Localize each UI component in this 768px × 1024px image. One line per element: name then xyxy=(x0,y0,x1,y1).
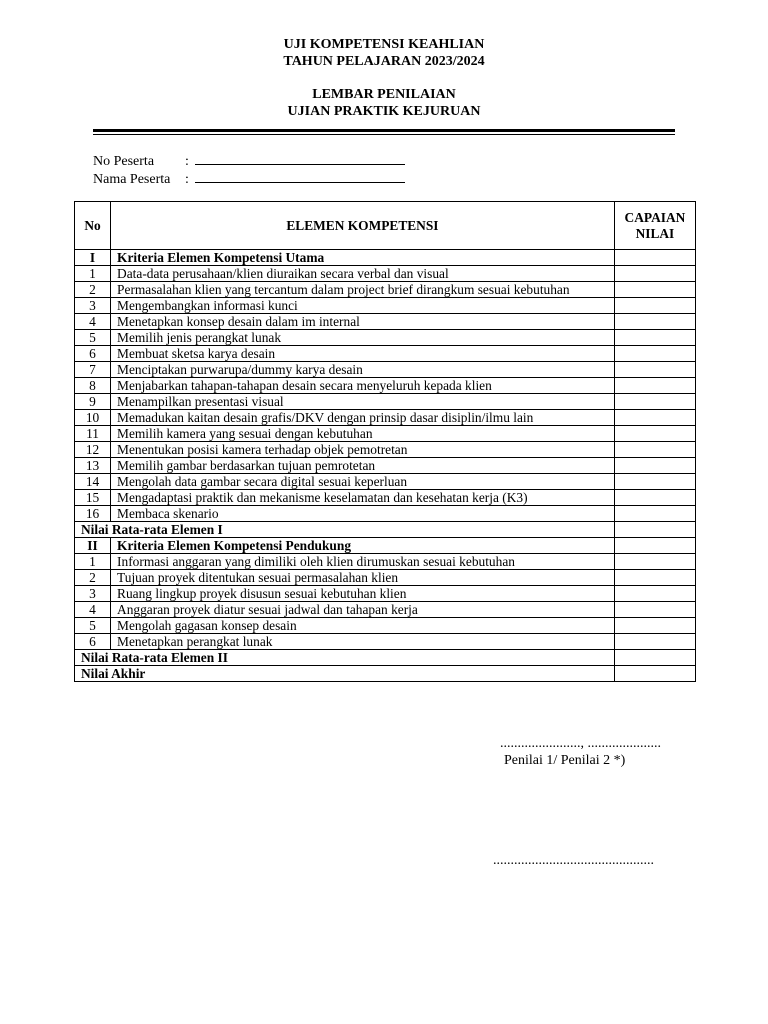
score-cell[interactable] xyxy=(614,346,695,362)
signature-name-line: .............................................. xyxy=(493,853,654,868)
document-title xyxy=(0,36,768,70)
table-row xyxy=(75,394,696,410)
table-row xyxy=(75,442,696,458)
row-no: 6 xyxy=(75,346,111,362)
row-text: Menjabarkan tahapan-tahapan desain secara menyeluruh kepada klien xyxy=(111,378,615,394)
row-text: Mengadaptasi praktik dan mekanisme keselamatan dan kesehatan kerja (K3) xyxy=(111,490,615,506)
score-cell[interactable] xyxy=(614,570,695,586)
table-row xyxy=(75,570,696,586)
row-no: 8 xyxy=(75,378,111,394)
row-no: 10 xyxy=(75,410,111,426)
title-line-4: UJIAN PRAKTIK KEJURUAN xyxy=(287,104,481,119)
row-no: 5 xyxy=(75,330,111,346)
score-cell[interactable] xyxy=(614,362,695,378)
row-no: 13 xyxy=(75,458,111,474)
row-text: Menentukan posisi kamera terhadap objek pemotretan xyxy=(111,442,615,458)
section-1-no: I xyxy=(75,250,111,266)
table-header-row xyxy=(75,202,696,250)
row-no: 11 xyxy=(75,426,111,442)
score-cell[interactable] xyxy=(614,490,695,506)
score-cell[interactable] xyxy=(614,634,695,650)
score-cell[interactable] xyxy=(614,410,695,426)
section-2-summary-row xyxy=(75,650,696,666)
table-row xyxy=(75,362,696,378)
section-2-summary-label: Nilai Rata-rata Elemen II xyxy=(75,650,615,666)
score-cell[interactable] xyxy=(614,602,695,618)
signature-role: Penilai 1/ Penilai 2 *) xyxy=(504,753,626,768)
col-header-capaian xyxy=(614,202,695,250)
section-2-no: II xyxy=(75,538,111,554)
col-header-capaian-text: CAPAIAN NILAI xyxy=(624,209,686,241)
nama-peserta-blank[interactable] xyxy=(195,169,405,183)
row-no: 2 xyxy=(75,570,111,586)
row-text: Menciptakan purwarupa/dummy karya desain xyxy=(111,362,615,378)
score-cell[interactable] xyxy=(614,266,695,282)
row-no: 3 xyxy=(75,586,111,602)
table-row xyxy=(75,426,696,442)
table-row xyxy=(75,298,696,314)
score-cell[interactable] xyxy=(614,314,695,330)
row-no: 3 xyxy=(75,298,111,314)
nama-peserta-label: Nama Peserta xyxy=(93,172,171,187)
score-cell[interactable] xyxy=(614,474,695,490)
section-1-summary-score[interactable] xyxy=(614,522,695,538)
row-text: Tujuan proyek ditentukan sesuai permasalahan klien xyxy=(111,570,615,586)
section-1-title: Kriteria Elemen Kompetensi Utama xyxy=(111,250,615,266)
title-line-1: UJI KOMPETENSI KEAHLIAN xyxy=(283,37,485,52)
score-cell[interactable] xyxy=(614,394,695,410)
row-no: 4 xyxy=(75,314,111,330)
header-rule-thin xyxy=(93,134,675,135)
row-no: 14 xyxy=(75,474,111,490)
table-row xyxy=(75,458,696,474)
section-1-summary-row xyxy=(75,522,696,538)
row-text: Menampilkan presentasi visual xyxy=(111,394,615,410)
section-2-score-cell[interactable] xyxy=(614,538,695,554)
table-row xyxy=(75,346,696,362)
table-row xyxy=(75,266,696,282)
section-2-title: Kriteria Elemen Kompetensi Pendukung xyxy=(111,538,615,554)
table-row xyxy=(75,634,696,650)
score-cell[interactable] xyxy=(614,458,695,474)
table-row xyxy=(75,506,696,522)
nama-peserta-colon: : xyxy=(185,172,189,187)
score-cell[interactable] xyxy=(614,506,695,522)
no-peserta-field xyxy=(93,151,405,170)
score-cell[interactable] xyxy=(614,554,695,570)
row-text: Permasalahan klien yang tercantum dalam project brief dirangkum sesuai kebutuhan xyxy=(111,282,615,298)
final-score-row xyxy=(75,666,696,682)
row-no: 9 xyxy=(75,394,111,410)
no-peserta-colon: : xyxy=(185,154,189,169)
row-no: 12 xyxy=(75,442,111,458)
table-row xyxy=(75,602,696,618)
section-2-summary-score[interactable] xyxy=(614,650,695,666)
signature-place-date: ......................., ..................... xyxy=(500,736,661,751)
row-text: Menetapkan perangkat lunak xyxy=(111,634,615,650)
table-row xyxy=(75,410,696,426)
row-text: Menetapkan konsep desain dalam im internal xyxy=(111,314,615,330)
score-cell[interactable] xyxy=(614,586,695,602)
row-text: Informasi anggaran yang dimiliki oleh klien dirumuskan sesuai kebutuhan xyxy=(111,554,615,570)
table-row xyxy=(75,330,696,346)
row-no: 1 xyxy=(75,266,111,282)
score-cell[interactable] xyxy=(614,378,695,394)
row-text: Data-data perusahaan/klien diuraikan secara verbal dan visual xyxy=(111,266,615,282)
row-text: Memilih gambar berdasarkan tujuan pemrotetan xyxy=(111,458,615,474)
col-header-elemen: ELEMEN KOMPETENSI xyxy=(111,202,615,250)
row-text: Membuat sketsa karya desain xyxy=(111,346,615,362)
table-row xyxy=(75,314,696,330)
row-text: Anggaran proyek diatur sesuai jadwal dan tahapan kerja xyxy=(111,602,615,618)
row-no: 7 xyxy=(75,362,111,378)
row-no: 1 xyxy=(75,554,111,570)
document-subtitle xyxy=(0,86,768,120)
table-row xyxy=(75,554,696,570)
header-rule-thick xyxy=(93,129,675,132)
row-text: Memadukan kaitan desain grafis/DKV dengan prinsip dasar disiplin/ilmu lain xyxy=(111,410,615,426)
nama-peserta-field xyxy=(93,169,405,188)
score-cell[interactable] xyxy=(614,618,695,634)
col-header-no: No xyxy=(75,202,111,250)
section-1-score-cell[interactable] xyxy=(614,250,695,266)
table-row xyxy=(75,586,696,602)
table-body xyxy=(75,250,696,682)
score-cell[interactable] xyxy=(614,442,695,458)
no-peserta-label: No Peserta xyxy=(93,154,155,169)
final-score-label: Nilai Akhir xyxy=(75,666,615,682)
assessment-table xyxy=(74,201,696,682)
row-text: Mengolah data gambar secara digital sesuai keperluan xyxy=(111,474,615,490)
score-cell[interactable] xyxy=(614,282,695,298)
row-text: Ruang lingkup proyek disusun sesuai kebutuhan klien xyxy=(111,586,615,602)
no-peserta-blank[interactable] xyxy=(195,151,405,165)
table-row xyxy=(75,618,696,634)
section-2-row xyxy=(75,538,696,554)
row-text: Memilih kamera yang sesuai dengan kebutuhan xyxy=(111,426,615,442)
final-score-cell[interactable] xyxy=(614,666,695,682)
row-text: Mengolah gagasan konsep desain xyxy=(111,618,615,634)
row-no: 6 xyxy=(75,634,111,650)
title-line-3: LEMBAR PENILAIAN xyxy=(312,87,456,102)
row-no: 2 xyxy=(75,282,111,298)
section-1-summary-label: Nilai Rata-rata Elemen I xyxy=(75,522,615,538)
table-row xyxy=(75,474,696,490)
row-text: Memilih jenis perangkat lunak xyxy=(111,330,615,346)
score-cell[interactable] xyxy=(614,330,695,346)
score-cell[interactable] xyxy=(614,426,695,442)
row-text: Mengembangkan informasi kunci xyxy=(111,298,615,314)
row-no: 16 xyxy=(75,506,111,522)
title-line-2: TAHUN PELAJARAN 2023/2024 xyxy=(283,54,485,69)
section-1-row xyxy=(75,250,696,266)
table-row xyxy=(75,490,696,506)
score-cell[interactable] xyxy=(614,298,695,314)
row-no: 4 xyxy=(75,602,111,618)
row-no: 15 xyxy=(75,490,111,506)
table-row xyxy=(75,378,696,394)
table-row xyxy=(75,282,696,298)
row-text: Membaca skenario xyxy=(111,506,615,522)
row-no: 5 xyxy=(75,618,111,634)
